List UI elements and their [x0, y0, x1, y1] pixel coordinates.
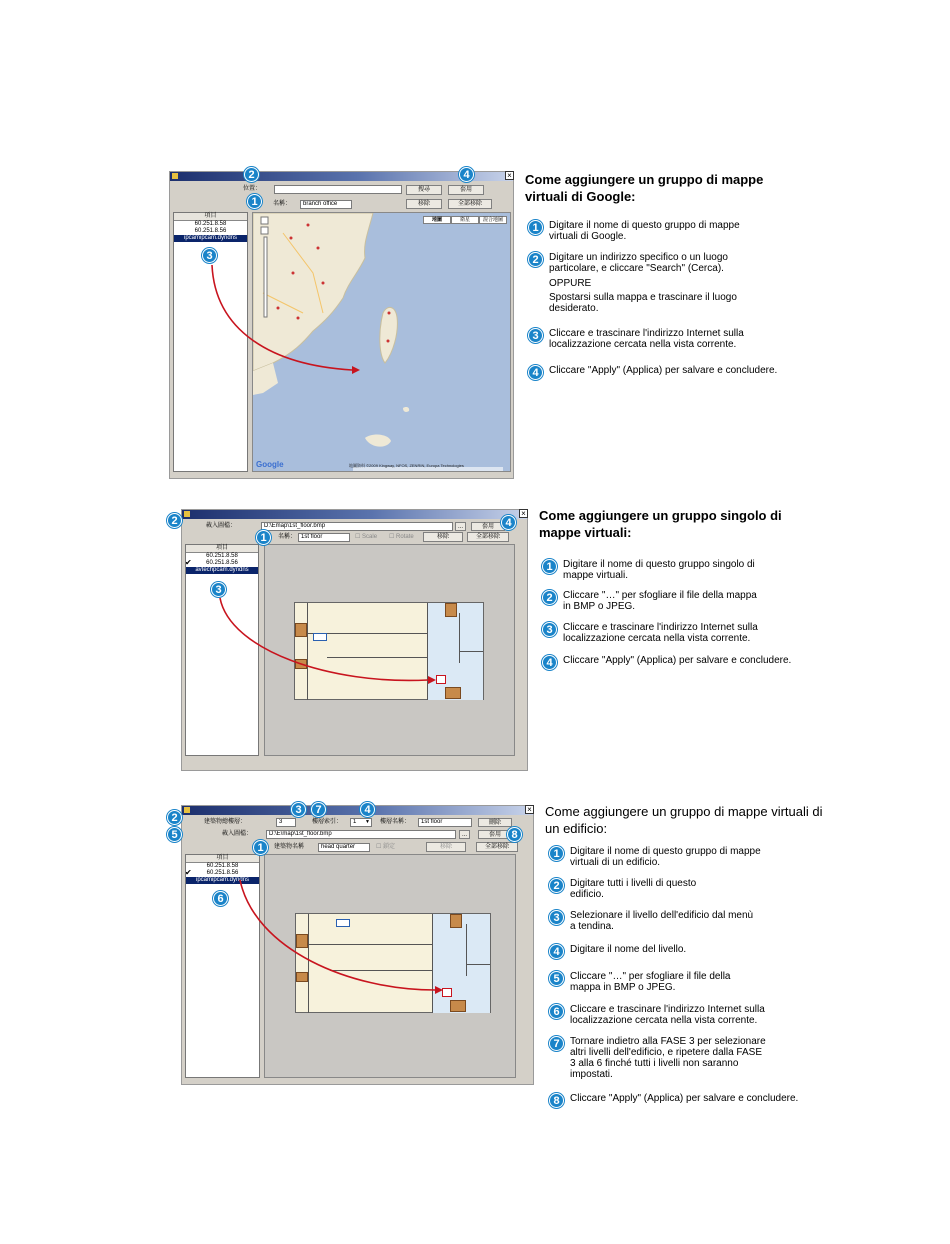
callout-7: 7	[311, 802, 326, 817]
step-badge: 3	[549, 910, 564, 925]
section3-step-8	[553, 1093, 840, 1107]
step-badge: 2	[542, 590, 557, 605]
apply-button[interactable]: 套用	[478, 830, 512, 839]
step-badge: 2	[549, 878, 564, 893]
step-text: Cliccare e trascinare l'indirizzo Internet sulla localizzazione cercata nella vista corrente.	[549, 328, 744, 350]
map-copyright: 地圖資料 ©2009 Kingway, NFOS, ZENRIN, Europa Technologies	[349, 463, 464, 468]
image-path-input[interactable]: D:\E\map\1st_floor.bmp	[266, 830, 456, 839]
list-item[interactable]: 60.251.8.56 ✔	[185, 558, 238, 567]
image-path-input[interactable]: D:\Emap\1st_floor.bmp	[261, 522, 453, 531]
list-item[interactable]: 60.251.8.58	[194, 221, 227, 227]
section3-step-4	[553, 944, 770, 958]
location-label: 位置：	[243, 186, 262, 192]
callout-3: 3	[291, 802, 306, 817]
section3-step-1	[553, 846, 770, 868]
building-name-input[interactable]: head quarter	[318, 843, 370, 852]
callout-2: 2	[167, 810, 182, 825]
step-text: Digitare tutti i livelli di questo edificio.	[570, 878, 697, 900]
callout-5: 5	[167, 827, 182, 842]
remove-button[interactable]: 移除	[406, 199, 442, 209]
step-text: Digitare il nome di questo gruppo singolo di mappe virtuali.	[563, 559, 755, 581]
rotate-label: Rotate	[396, 534, 414, 540]
remove-all-button[interactable]: 全部移除	[476, 842, 518, 852]
list-item[interactable]: 60.251.8.56	[194, 228, 227, 234]
section3-step-2	[553, 878, 730, 900]
step-text: Digitare il nome di questo gruppo di mappe virtuali di Google.	[549, 220, 740, 242]
floor-index-label: 樓層索引：	[312, 819, 343, 825]
section1-or: OPPURE	[549, 278, 592, 289]
close-icon[interactable]: ×	[525, 805, 534, 814]
remove-all-button[interactable]: 全部移除	[467, 532, 509, 542]
section3-heading: Come aggiungere un gruppo di mappe virtuali di un edificio:	[545, 804, 823, 836]
section3-step-3	[553, 910, 760, 932]
check-icon: ✔	[185, 868, 192, 877]
section1-alt: Spostarsi sulla mappa e trascinare il luogo desiderato.	[549, 292, 737, 314]
load-image-label: 載入圖檔：	[206, 523, 237, 529]
step-badge: 1	[549, 846, 564, 861]
step-text: Digitare il nome del livello.	[570, 944, 687, 955]
remove-button[interactable]: 移除	[423, 532, 463, 542]
name-input[interactable]: 1st floor	[298, 533, 350, 542]
section3-step-5	[553, 971, 760, 993]
scale-checkbox[interactable]: ☐ Scale	[355, 534, 378, 540]
total-floors-label: 建築物總樓層：	[204, 819, 247, 825]
map-type-satellite[interactable]: 衛星	[451, 216, 479, 224]
list-item-selected[interactable]: ipcamipcam.dyndns	[186, 877, 259, 884]
browse-button[interactable]: ...	[455, 522, 466, 531]
callout-1: 1	[256, 530, 271, 545]
close-icon[interactable]: ×	[505, 171, 514, 180]
browse-button[interactable]: ...	[459, 830, 470, 839]
step-badge: 4	[528, 365, 543, 380]
step-badge: 1	[542, 559, 557, 574]
building-name-label: 建築物名稱	[274, 844, 305, 850]
callout-1: 1	[253, 840, 268, 855]
section3-step-6	[553, 1004, 800, 1026]
step-text: Cliccare "Apply" (Applica) per salvare e concludere.	[549, 365, 778, 376]
callout-8: 8	[507, 827, 522, 842]
step-badge: 7	[549, 1036, 564, 1051]
list-item[interactable]: 60.251.8.58	[206, 553, 238, 559]
search-button[interactable]: 搜尋	[406, 185, 442, 195]
step-text: Cliccare "…" per sfogliare il file della mappa in BMP o JPEG.	[570, 971, 731, 993]
rotate-label: 鎖定	[383, 844, 396, 850]
close-icon[interactable]: ×	[519, 509, 528, 518]
step-badge: 4	[549, 944, 564, 959]
list-header: 項目	[186, 545, 258, 553]
step-text: Cliccare "Apply" (Applica) per salvare e concludere.	[570, 1093, 799, 1104]
load-image-label: 載入圖檔：	[222, 831, 253, 837]
name-label: 名稱：	[273, 201, 292, 207]
step-text: Tornare indietro alla FASE 3 per selezionare altri livelli dell'edificio, e ripetere dalla FASE 3 alla 6 finché tutti i livelli non saranno impostati.	[570, 1036, 766, 1080]
remove-button[interactable]: 移除	[426, 842, 466, 852]
callout-3: 3	[211, 582, 226, 597]
step-badge: 5	[549, 971, 564, 986]
floor-name-label: 樓層名稱：	[380, 819, 411, 825]
step-badge: 3	[528, 328, 543, 343]
floor-name-input[interactable]: 1st floor	[418, 818, 472, 827]
step-text: Cliccare e trascinare l'indirizzo Internet sulla localizzazione cercata nella vista corrente.	[570, 1004, 765, 1026]
apply-button[interactable]: 套用	[471, 522, 505, 531]
step-text: Cliccare "…" per sfogliare il file della mappa in BMP o JPEG.	[563, 590, 757, 612]
step-badge: 1	[528, 220, 543, 235]
map-type-hybrid[interactable]: 混合地圖	[479, 216, 507, 224]
name-input[interactable]: branch office	[300, 200, 352, 209]
name-label: 名稱：	[278, 534, 297, 540]
list-item-selected[interactable]: ipcamipcam.dyndns	[174, 235, 247, 242]
google-logo: Google	[256, 460, 284, 469]
scale-label: Scale	[362, 534, 378, 540]
section2-heading: Come aggiungere un gruppo singolo di mappe virtuali:	[539, 508, 782, 540]
rotate-checkbox[interactable]: ☐ Rotate	[389, 534, 414, 540]
step-badge: 8	[549, 1093, 564, 1108]
step-badge: 4	[542, 655, 557, 670]
callout-3: 3	[202, 248, 217, 263]
step-text: Cliccare e trascinare l'indirizzo Internet sulla localizzazione cercata nella vista corrente.	[563, 622, 758, 644]
callout-6: 6	[213, 891, 228, 906]
delete-button[interactable]: 刪除	[478, 818, 512, 827]
step-text: Digitare un indirizzo specifico o un luogo particolare, e cliccare "Search" (Cerca).	[549, 252, 728, 274]
rotate-checkbox[interactable]: ☐ 鎖定	[376, 844, 396, 850]
section3-step-7	[553, 1036, 770, 1080]
list-item[interactable]: 60.251.8.58	[206, 863, 239, 869]
list-item-selected[interactable]: avtechpcam.dyndns	[186, 567, 258, 574]
step-text: Selezionare il livello dell'edificio dal menù a tendina.	[570, 910, 754, 932]
total-floors-input[interactable]: 3	[276, 818, 296, 827]
list-item[interactable]: 60.251.8.56 ✔	[185, 868, 239, 877]
step-badge: 2	[528, 252, 543, 267]
list-header: 項目	[186, 855, 259, 863]
step-badge: 3	[542, 622, 557, 637]
callout-1: 1	[247, 194, 262, 209]
step-text: Digitare il nome di questo gruppo di mappe virtuali di un edificio.	[570, 846, 761, 868]
section1-heading: Come aggiungere un gruppo di mappe virtuali di Google:	[525, 172, 764, 204]
callout-4: 4	[501, 515, 516, 530]
callout-2: 2	[167, 513, 182, 528]
chevron-down-icon: ▼	[365, 819, 370, 825]
callout-4: 4	[360, 802, 375, 817]
list-header: 項目	[174, 213, 247, 221]
step-text: Cliccare "Apply" (Applica) per salvare e concludere.	[563, 655, 792, 666]
apply-button[interactable]: 套用	[448, 185, 484, 195]
remove-all-button[interactable]: 全部移除	[448, 199, 492, 209]
step-badge: 6	[549, 1004, 564, 1019]
map-type-map[interactable]: 地圖	[423, 216, 451, 224]
callout-2: 2	[244, 167, 259, 182]
callout-4: 4	[459, 167, 474, 182]
floor-index-value: 1	[353, 819, 357, 825]
check-icon: ✔	[185, 558, 192, 567]
